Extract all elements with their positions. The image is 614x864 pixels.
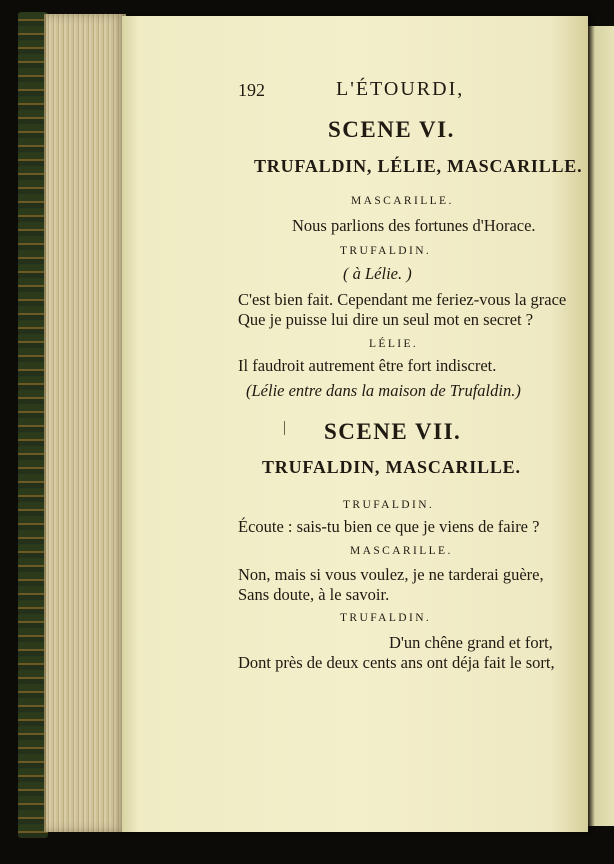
speaker-label: MASCARILLE. xyxy=(350,545,453,557)
stage-direction: (Lélie entre dans la maison de Trufaldin.) xyxy=(246,381,521,400)
running-title: L'ÉTOURDI, xyxy=(336,78,465,100)
scene-6-characters: TRUFALDIN, LÉLIE, MASCARILLE. xyxy=(254,156,583,176)
speaker-label: LÉLIE. xyxy=(369,338,419,350)
page-mark xyxy=(284,421,285,435)
speaker-label: TRUFALDIN. xyxy=(340,612,432,624)
scene-7-characters: TRUFALDIN, MASCARILLE. xyxy=(262,457,521,477)
speaker-label: MASCARILLE. xyxy=(351,195,454,207)
verse-line: Nous parlions des fortunes d'Horace. xyxy=(292,216,536,235)
page-stack-edge xyxy=(44,14,126,832)
verse-line: C'est bien fait. Cependant me feriez-vous la grace xyxy=(238,290,567,309)
verse-line: Sans doute, à le savoir. xyxy=(238,585,390,604)
stage-direction: ( à Lélie. ) xyxy=(343,264,412,283)
scene-6-title: SCENE VI. xyxy=(328,117,455,142)
verse-line: Dont près de deux cents ans ont déja fait le sort, xyxy=(238,653,555,672)
speaker-label: TRUFALDIN. xyxy=(343,499,435,511)
facing-page-edge xyxy=(588,26,614,826)
verse-line: Écoute : sais-tu bien ce que je viens de faire ? xyxy=(238,517,540,536)
verse-line: Non, mais si vous voulez, je ne tarderai guère, xyxy=(238,565,544,584)
page-number: 192 xyxy=(238,80,265,100)
speaker-label: TRUFALDIN. xyxy=(340,245,432,257)
verse-line: Il faudroit autrement être fort indiscret. xyxy=(238,356,497,375)
verse-line: D'un chêne grand et fort, xyxy=(389,633,553,652)
scene-7-title: SCENE VII. xyxy=(324,419,462,444)
verse-line: Que je puisse lui dire un seul mot en secret ? xyxy=(238,310,534,329)
